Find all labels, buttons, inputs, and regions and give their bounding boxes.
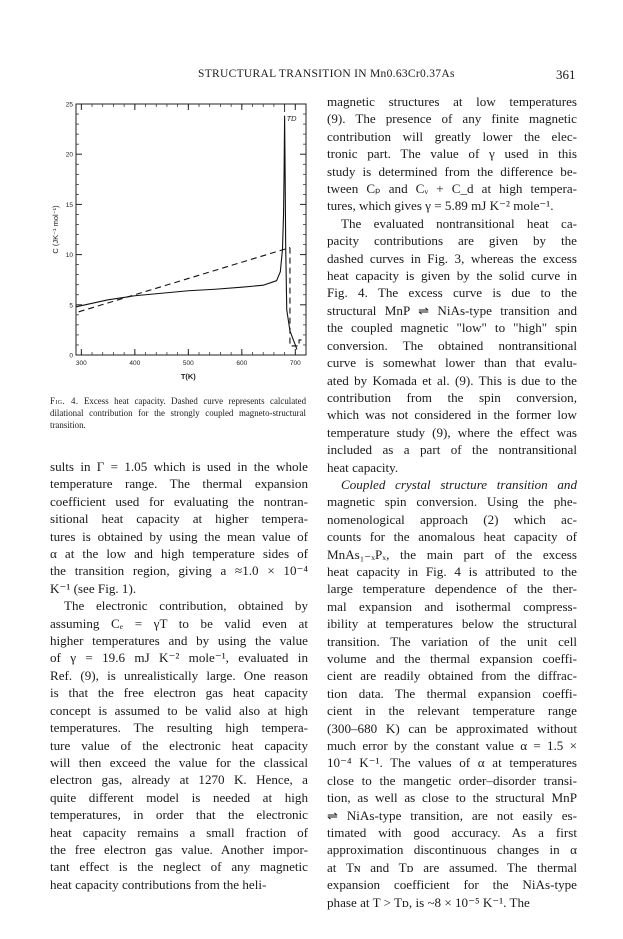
text-line: expansion coefficient for the NiAs-type: [327, 877, 577, 893]
text-line: Coupled crystal structure transition and: [341, 476, 577, 492]
text-line: tures, which gives γ = 5.89 mJ K⁻² mole⁻¹.: [327, 198, 554, 214]
text-line: temperatures. The resulting high tempera-: [50, 720, 308, 736]
text-line: the free electron gas value. Another impor-: [50, 841, 308, 857]
text-line: tronic part. The value of γ used in this: [327, 146, 577, 162]
text-line: heat capacity contributions from the heli-: [50, 876, 267, 892]
text-line: contribution will greatly lower the elec-: [327, 128, 577, 144]
text-line: will then exceed the value for the classical: [50, 754, 308, 770]
text-line: K⁻¹ (see Fig. 1).: [50, 580, 137, 596]
figure-4: [48, 96, 313, 386]
text-line: α at the low and high temperature sides of: [50, 546, 308, 562]
text-line: electron gas, already at 1270 K. Hence, a: [50, 772, 308, 788]
td-annotation: TD: [286, 114, 297, 123]
text-line: is that the free electron gas heat capacity: [50, 685, 308, 701]
text-line: structural MnP ⇌ NiAs-type transition and: [327, 302, 577, 318]
figure-caption: [50, 395, 306, 432]
text-line: ture value of the electronic heat capacity: [50, 737, 308, 753]
text-line: included as a part of the nontransitional: [327, 442, 577, 458]
text-line: ated by Komada et al. (9). This is due to the: [327, 372, 577, 388]
text-line: cient in the relevant temperature range: [327, 703, 577, 719]
text-line: Ref. (9), is unrealistically large. One reason: [50, 667, 308, 683]
text-line: approximation discontinuous changes in α: [327, 842, 577, 858]
x-tick-label: 400: [129, 360, 141, 367]
text-line: tures is obtained by using the mean value of: [50, 528, 308, 544]
text-line: nomenological approach (2) which ac-: [327, 511, 577, 527]
text-line: contribution from the spin conversion,: [327, 389, 577, 405]
text-line: tant effect is the neglect of any magnetic: [50, 859, 308, 875]
x-tick-label: 300: [75, 360, 87, 367]
text-line: heat capacity is given by the solid curve in: [327, 268, 577, 284]
text-line: quite different model is needed at high: [50, 789, 308, 805]
left-column-text: [50, 458, 308, 893]
plot-frame: [76, 104, 306, 355]
text-line: transition. The variation of the unit cell: [327, 633, 577, 649]
dilational-contribution-curve: [79, 248, 290, 312]
x-tick-label: 700: [289, 360, 301, 367]
text-line: counts for the anomalous heat capacity of: [327, 529, 577, 545]
y-tick-label: 15: [65, 201, 73, 209]
text-line: Fig. 4. The excess curve is due to the: [327, 285, 577, 301]
text-line: sults in Γ = 1.05 which is used in the whole: [50, 459, 308, 474]
text-line: ibility at temperatures below the structural: [327, 616, 577, 632]
y-tick-label: 20: [65, 151, 73, 159]
text-line: (9). The presence of any finite magnetic: [327, 111, 577, 127]
y-tick-label: 5: [69, 302, 73, 310]
text-line: concept is assumed to be valid also at high: [50, 702, 308, 718]
text-line: sitional heat capacity at higher tempera-: [50, 511, 308, 527]
page-number: 361: [556, 67, 576, 82]
text-line: at Tɴ and Tᴅ are assumed. The thermal: [327, 859, 577, 875]
text-line: volume and the thermal expansion coeffi-: [327, 651, 577, 666]
text-line: heat capacity in Fig. 4 is attributed to the: [327, 563, 577, 579]
text-line: temperature study (9), where the effect was: [327, 424, 577, 440]
text-line: conversion. The obtained nontransitional: [327, 337, 577, 353]
y-tick-label: 0: [69, 352, 73, 360]
y-tick-label: 10: [65, 252, 73, 260]
text-line: curve is somewhat lower than that evalu-: [327, 355, 577, 371]
excess-heat-capacity-curve: [76, 116, 297, 349]
x-axis-label: T(K): [180, 372, 196, 381]
text-line: ⇌ NiAs-type transition, are not easily es-: [327, 807, 577, 823]
text-line: (300–680 K) can be approximated without: [327, 720, 577, 736]
text-line: magnetic spin conversion. Using the phe-: [327, 494, 577, 510]
text-line: of γ = 19.6 mJ K⁻² mole⁻¹, evaluated in: [50, 650, 308, 666]
text-line: temperatures, in order that the electronic: [50, 807, 308, 823]
text-line: assuming Cₑ = γT to be valid even at: [50, 615, 308, 631]
caption-label: Fig. 4.: [50, 396, 79, 406]
dilational-contribution-curve: [290, 248, 306, 346]
text-line: phase at T > Tᴅ, is ~8 × 10⁻⁵ K⁻¹. The: [327, 894, 530, 910]
text-line: The electronic contribution, obtained by: [64, 598, 308, 614]
text-line: close to the mangetic order–disorder transi-: [327, 772, 577, 788]
text-line: higher temperatures and by using the value: [50, 633, 308, 649]
text-line: large temperature dependence of the ther-: [327, 581, 577, 597]
text-line: dashed curves in Fig. 3, whereas the excess: [327, 250, 577, 266]
text-line: The evaluated nontransitional heat ca-: [341, 215, 577, 231]
text-line: heat capacity.: [327, 459, 399, 475]
text-line: the transition region, giving a ≈1.0 × 10⁻⁴: [50, 563, 308, 579]
text-line: tion data. The thermal expansion coeffi-: [327, 685, 577, 701]
text-line: much error by the constant value α = 1.5 ×: [327, 738, 577, 754]
text-line: cient are readily obtained from the diffrac-: [327, 668, 577, 684]
text-line: 10⁻⁴ K⁻¹. The values of α at temperatures: [327, 755, 577, 771]
y-axis-label: C (JK⁻¹ mol⁻¹): [51, 205, 60, 254]
x-tick-label: 500: [182, 360, 194, 367]
text-line: heat capacity remains a small fraction of: [50, 824, 308, 840]
text-line: the coupled magnetic "low" to "high" spin: [327, 320, 577, 336]
y-tick-label: 25: [65, 101, 73, 109]
text-line: temperature range. The thermal expansion: [50, 476, 308, 492]
text-line: tion, as well as close to the structural MnP: [327, 790, 577, 806]
excess-heat-capacity-chart: [48, 96, 313, 386]
running-title: STRUCTURAL TRANSITION IN Mn0.63Cr0.37As: [198, 68, 455, 80]
caption-text: Excess heat capacity. Dashed curve represents calculated dilational contribution for the strongly coupled magneto-structural transition.: [50, 396, 307, 431]
running-header: [0, 68, 623, 88]
text-line: magnetic structures at low temperatures: [327, 94, 577, 109]
text-line: timated with good accuracy. As a first: [327, 825, 577, 841]
text-line: tween Cₚ and Cᵥ + C_d at high tempera-: [327, 181, 577, 197]
text-line: which was not considered in the former low: [327, 407, 577, 423]
right-column-text: [327, 93, 577, 911]
text-line: MnAs₁₋ₓPₓ, the main part of the excess: [327, 546, 577, 562]
x-tick-label: 600: [236, 360, 248, 367]
text-line: study is determined from the difference be-: [327, 163, 577, 179]
text-line: pacity contributions are given by the: [327, 233, 577, 249]
text-line: coefficient used for evaluating the nontran-: [50, 493, 308, 509]
text-line: mal expansion and isothermal compress-: [327, 598, 577, 614]
